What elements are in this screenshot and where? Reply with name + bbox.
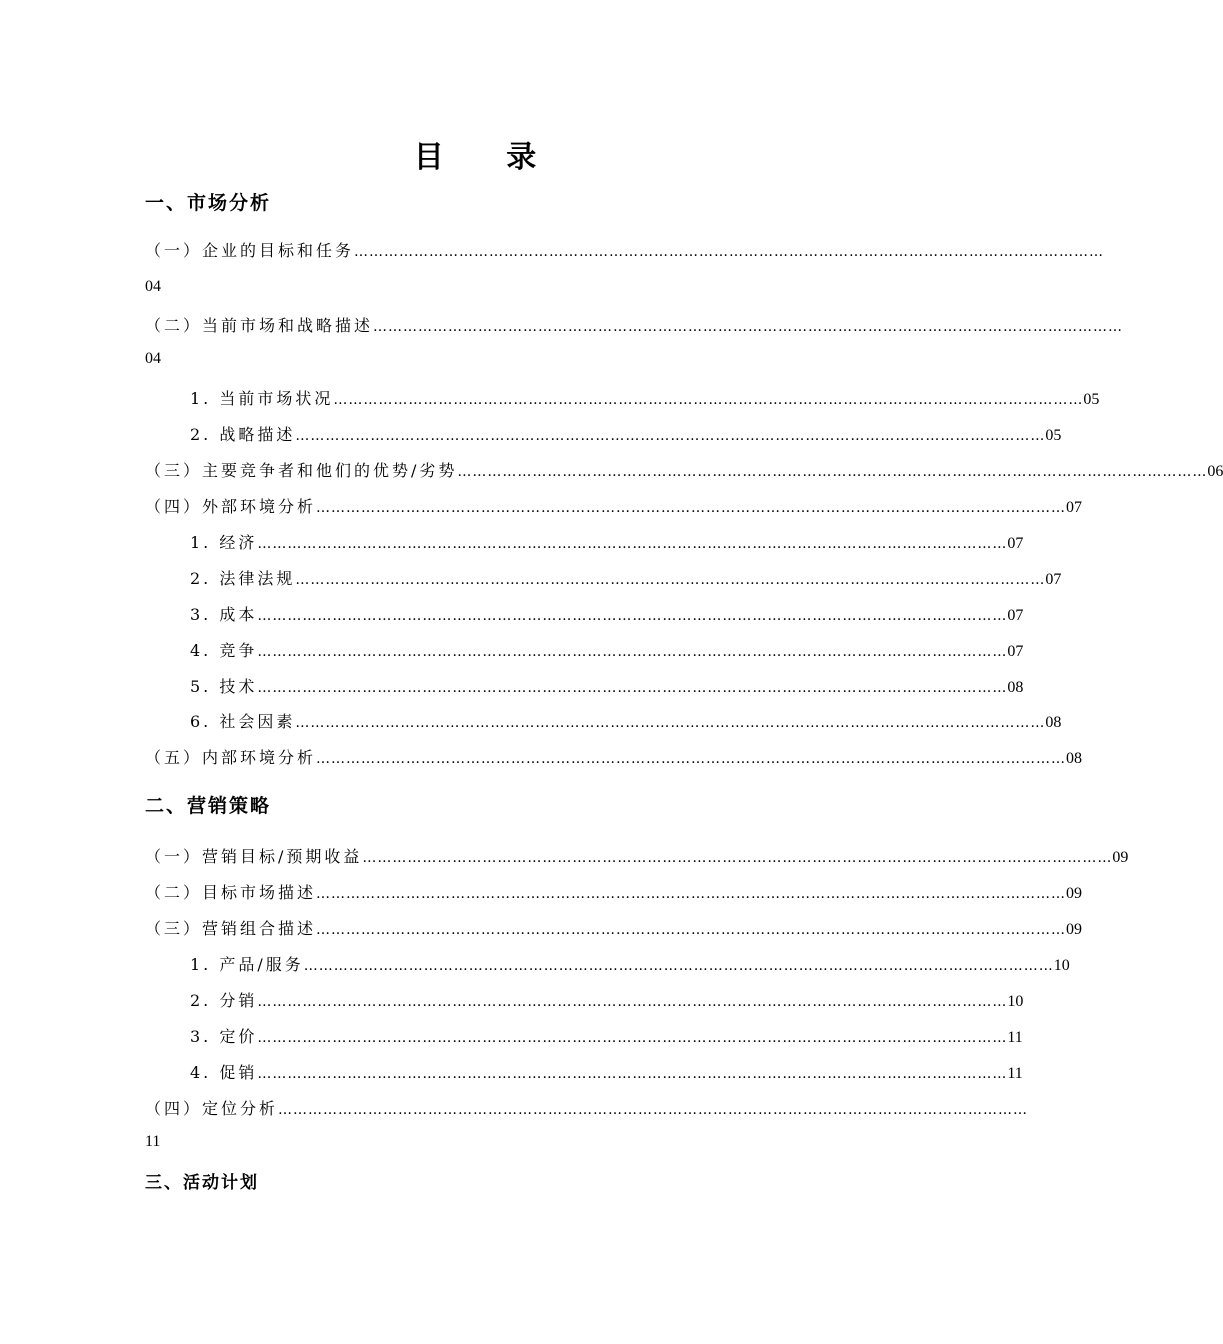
toc-leader: …………………………………………………………………………………………………………………………………… bbox=[316, 500, 1067, 516]
toc-entry-label: （五）内部环境分析 bbox=[145, 748, 317, 767]
toc-page-number: 11 bbox=[145, 1133, 161, 1150]
toc-entry[interactable] bbox=[145, 238, 1105, 262]
toc-entry[interactable] bbox=[190, 422, 1062, 446]
toc-entry[interactable] bbox=[190, 709, 1062, 733]
toc-entry-label: 4. 竞争 bbox=[190, 641, 258, 660]
toc-leader: …………………………………………………………………………………………………………………………………… bbox=[457, 464, 1208, 480]
toc-page-number: 09 bbox=[1066, 885, 1083, 902]
toc-entry[interactable] bbox=[145, 1096, 1029, 1120]
toc-entry[interactable] bbox=[145, 494, 1083, 518]
toc-entry[interactable] bbox=[190, 386, 1100, 410]
toc-page-number: 08 bbox=[1045, 714, 1062, 731]
toc-page-number: 08 bbox=[1066, 750, 1083, 767]
toc-page-number: 05 bbox=[1083, 391, 1100, 408]
toc-leader: …………………………………………………………………………………………………………………………………… bbox=[373, 319, 1124, 335]
toc-leader: …………………………………………………………………………………………………………………………………… bbox=[295, 428, 1046, 444]
toc-page-number: 04 bbox=[145, 278, 161, 295]
section-heading-marketing-strategy: 二、营销策略 bbox=[145, 795, 272, 817]
toc-entry-label: 2. 法律法规 bbox=[190, 569, 296, 588]
toc-leader: …………………………………………………………………………………………………………………………………… bbox=[303, 958, 1054, 974]
toc-leader: …………………………………………………………………………………………………………………………………… bbox=[316, 886, 1067, 902]
toc-entry[interactable] bbox=[190, 1060, 1023, 1084]
toc-leader: …………………………………………………………………………………………………………………………………… bbox=[257, 536, 1008, 552]
toc-entry[interactable] bbox=[145, 458, 1223, 482]
toc-page-number: 07 bbox=[1066, 499, 1083, 516]
toc-entry-label: 4. 促销 bbox=[190, 1063, 258, 1082]
toc-entry-label: 1. 当前市场状况 bbox=[190, 389, 334, 408]
toc-entry[interactable] bbox=[190, 602, 1024, 626]
toc-entry-label: （一）营销目标/预期收益 bbox=[145, 847, 363, 866]
toc-entry[interactable] bbox=[145, 844, 1129, 868]
toc-entry-label: 1. 经济 bbox=[190, 533, 258, 552]
toc-entry[interactable] bbox=[190, 638, 1024, 662]
toc-entry-label: 2. 分销 bbox=[190, 991, 258, 1010]
toc-entry-label: 5. 技术 bbox=[190, 677, 258, 696]
toc-leader: …………………………………………………………………………………………………………………………………… bbox=[316, 922, 1067, 938]
toc-page-number: 10 bbox=[1053, 957, 1070, 974]
toc-leader: …………………………………………………………………………………………………………………………………… bbox=[257, 1066, 1008, 1082]
toc-leader: …………………………………………………………………………………………………………………………………… bbox=[257, 1030, 1008, 1046]
toc-entry-label: （四）定位分析 bbox=[145, 1099, 279, 1118]
toc-leader: …………………………………………………………………………………………………………………………………… bbox=[295, 572, 1046, 588]
toc-page-number: 09 bbox=[1112, 849, 1129, 866]
section-heading-activity-plan: 三、活动计划 bbox=[145, 1173, 259, 1193]
toc-entry-label: 3. 成本 bbox=[190, 605, 258, 624]
page-title: 目 录 bbox=[413, 140, 563, 175]
toc-entry[interactable] bbox=[190, 530, 1024, 554]
toc-entry[interactable] bbox=[145, 745, 1083, 769]
section-heading-market-analysis: 一、市场分析 bbox=[145, 192, 272, 214]
toc-page-number: 10 bbox=[1007, 993, 1024, 1010]
toc-page-number: 11 bbox=[1007, 1065, 1023, 1082]
toc-entry-label: （三）主要竞争者和他们的优势/劣势 bbox=[145, 461, 458, 480]
toc-leader: …………………………………………………………………………………………………………………………………… bbox=[257, 644, 1008, 660]
toc-leader: …………………………………………………………………………………………………………………………………… bbox=[295, 715, 1046, 731]
toc-entry-label: （一）企业的目标和任务 bbox=[145, 241, 355, 260]
toc-page-number: 07 bbox=[1007, 535, 1024, 552]
toc-page-number: 07 bbox=[1007, 643, 1024, 660]
toc-page-number: 11 bbox=[1007, 1029, 1023, 1046]
toc-entry-label: （二）目标市场描述 bbox=[145, 883, 317, 902]
toc-page-number: 07 bbox=[1007, 607, 1024, 624]
toc-leader: …………………………………………………………………………………………………………………………………… bbox=[362, 850, 1113, 866]
toc-entry-label: （四）外部环境分析 bbox=[145, 497, 317, 516]
toc-page-number: 06 bbox=[1207, 463, 1223, 480]
toc-entry-label: 2. 战略描述 bbox=[190, 425, 296, 444]
toc-entry[interactable] bbox=[190, 988, 1024, 1012]
toc-entry[interactable] bbox=[145, 313, 1124, 337]
toc-leader: …………………………………………………………………………………………………………………………………… bbox=[257, 608, 1008, 624]
toc-entry-label: （二）当前市场和战略描述 bbox=[145, 316, 374, 335]
toc-entry[interactable] bbox=[190, 952, 1070, 976]
toc-leader: …………………………………………………………………………………………………………………………………… bbox=[316, 751, 1067, 767]
toc-entry-label: 6. 社会因素 bbox=[190, 712, 296, 731]
toc-entry-label: 1. 产品/服务 bbox=[190, 955, 304, 974]
toc-entry[interactable] bbox=[145, 880, 1083, 904]
toc-page-number: 08 bbox=[1007, 679, 1024, 696]
toc-leader: …………………………………………………………………………………………………………………………………… bbox=[333, 392, 1084, 408]
toc-page-number: 05 bbox=[1045, 427, 1062, 444]
toc-entry-label: （三）营销组合描述 bbox=[145, 919, 317, 938]
toc-page-number: 09 bbox=[1066, 921, 1083, 938]
toc-leader: …………………………………………………………………………………………………………………………………… bbox=[257, 680, 1008, 696]
toc-entry[interactable] bbox=[190, 566, 1062, 590]
toc-leader: …………………………………………………………………………………………………………………………………… bbox=[354, 244, 1105, 260]
toc-leader: …………………………………………………………………………………………………………………………………… bbox=[257, 994, 1008, 1010]
toc-entry[interactable] bbox=[145, 916, 1083, 940]
toc-leader: …………………………………………………………………………………………………………………………………… bbox=[278, 1102, 1029, 1118]
toc-entry-label: 3. 定价 bbox=[190, 1027, 258, 1046]
toc-page-number: 04 bbox=[145, 350, 161, 367]
toc-entry[interactable] bbox=[190, 1024, 1023, 1048]
toc-entry[interactable] bbox=[190, 674, 1024, 698]
toc-page-number: 07 bbox=[1045, 571, 1062, 588]
